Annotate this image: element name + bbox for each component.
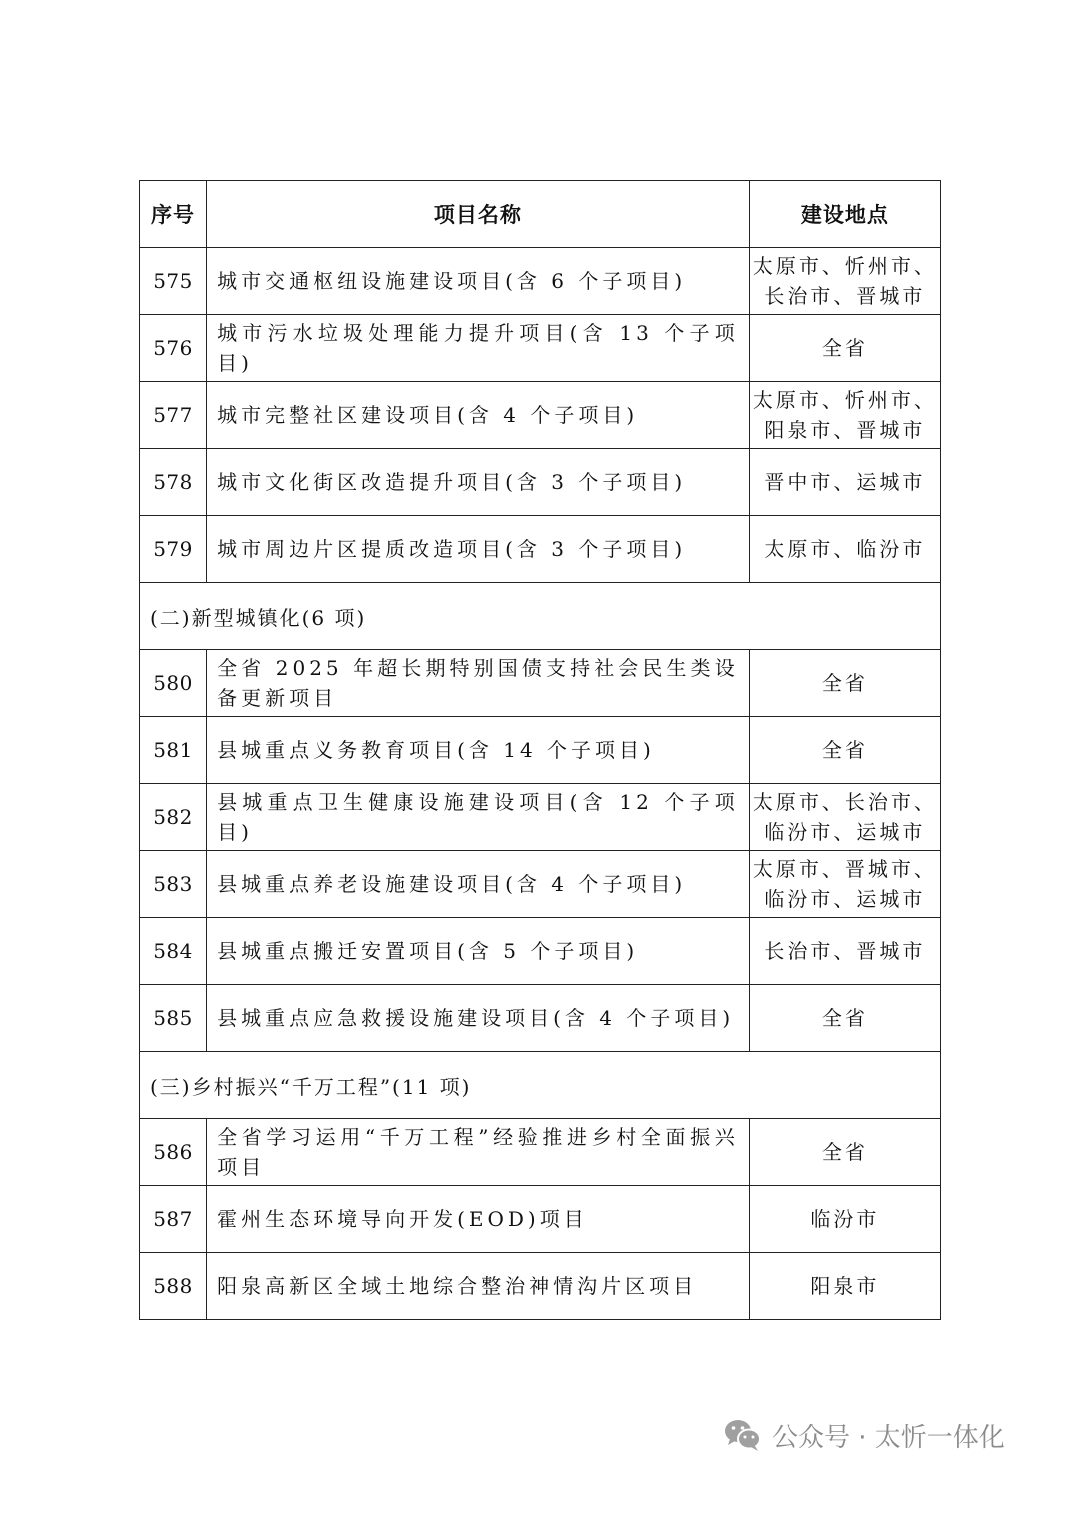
row-location: 太原市、长治市、临汾市、运城市 [749,784,940,851]
section-row [140,1052,941,1119]
header-no: 序号 [140,181,207,248]
watermark [724,1415,1005,1455]
table-row [140,650,941,717]
row-no: 586 [140,1119,207,1186]
wechat-icon [724,1418,762,1452]
table-row [140,449,941,516]
row-no: 584 [140,918,207,985]
table-row [140,784,941,851]
row-name: 阳泉高新区全域土地综合整治神情沟片区项目 [207,1253,750,1320]
row-name: 城市完整社区建设项目(含 4 个子项目) [207,382,750,449]
row-name: 城市污水垃圾处理能力提升项目(含 13 个子项目) [207,315,750,382]
row-no: 588 [140,1253,207,1320]
row-location: 太原市、晋城市、临汾市、运城市 [749,851,940,918]
table-row [140,717,941,784]
table-row [140,1119,941,1186]
table-row [140,315,941,382]
row-location: 太原市、忻州市、阳泉市、晋城市 [749,382,940,449]
row-location: 全省 [749,717,940,784]
section-heading: (三)乡村振兴“千万工程”(11 项) [140,1052,941,1119]
row-location: 太原市、忻州市、长治市、晋城市 [749,248,940,315]
row-name: 县城重点应急救援设施建设项目(含 4 个子项目) [207,985,750,1052]
header-location: 建设地点 [749,181,940,248]
watermark-text: 公众号 · 太忻一体化 [772,1422,1005,1453]
project-table [139,180,941,1320]
row-no: 579 [140,516,207,583]
table-row [140,1186,941,1253]
section-heading: (二)新型城镇化(6 项) [140,583,941,650]
table-row [140,1253,941,1320]
table-row [140,248,941,315]
table-header-row [140,181,941,248]
row-location: 临汾市 [749,1186,940,1253]
row-name: 县城重点养老设施建设项目(含 4 个子项目) [207,851,750,918]
row-name: 县城重点搬迁安置项目(含 5 个子项目) [207,918,750,985]
row-no: 576 [140,315,207,382]
table-row [140,851,941,918]
row-location: 全省 [749,1119,940,1186]
row-name: 霍州生态环境导向开发(EOD)项目 [207,1186,750,1253]
row-location: 晋中市、运城市 [749,449,940,516]
row-name: 全省学习运用“千万工程”经验推进乡村全面振兴项目 [207,1119,750,1186]
table-row [140,516,941,583]
row-no: 578 [140,449,207,516]
row-location: 全省 [749,315,940,382]
row-no: 577 [140,382,207,449]
row-no: 585 [140,985,207,1052]
section-row [140,583,941,650]
row-name: 全省 2025 年超长期特别国债支持社会民生类设备更新项目 [207,650,750,717]
header-name: 项目名称 [207,181,750,248]
row-no: 581 [140,717,207,784]
row-no: 580 [140,650,207,717]
row-name: 县城重点卫生健康设施建设项目(含 12 个子项目) [207,784,750,851]
row-no: 583 [140,851,207,918]
table-row [140,985,941,1052]
row-location: 全省 [749,985,940,1052]
table-row [140,918,941,985]
row-location: 全省 [749,650,940,717]
row-location: 长治市、晋城市 [749,918,940,985]
row-name: 县城重点义务教育项目(含 14 个子项目) [207,717,750,784]
row-location: 阳泉市 [749,1253,940,1320]
row-no: 587 [140,1186,207,1253]
row-location: 太原市、临汾市 [749,516,940,583]
row-name: 城市周边片区提质改造项目(含 3 个子项目) [207,516,750,583]
row-name: 城市文化街区改造提升项目(含 3 个子项目) [207,449,750,516]
table-row [140,382,941,449]
row-name: 城市交通枢纽设施建设项目(含 6 个子项目) [207,248,750,315]
row-no: 582 [140,784,207,851]
row-no: 575 [140,248,207,315]
